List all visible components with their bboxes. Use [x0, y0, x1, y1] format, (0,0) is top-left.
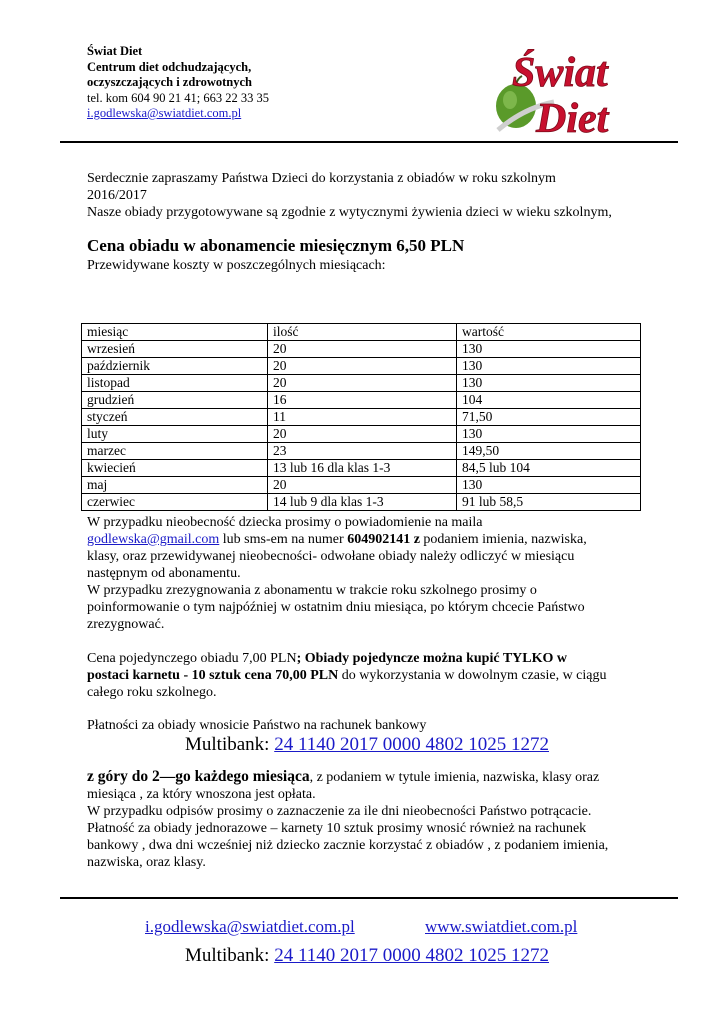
header-divider	[60, 141, 678, 143]
price-heading: Cena obiadu w abonamencie miesięcznym 6,50 PLN	[87, 236, 465, 255]
table-row: luty 20 130	[82, 426, 641, 443]
table-row: marzec 23 149,50	[82, 443, 641, 460]
absence-email-link[interactable]: godlewska@gmail.com	[87, 532, 220, 547]
footer-divider	[60, 897, 678, 899]
table-row: październik 20 130	[82, 358, 641, 375]
footer-bank-account: Multibank: 24 1140 2017 0000 4802 1025 1272	[185, 945, 549, 966]
logo-word-2: Diet	[536, 96, 609, 140]
intro-text: Serdecznie zapraszamy Państwa Dzieci do korzystania z obiadów w roku szkolnym 2016/2017 Nasze obiady przygotowywane są zgodnie z wytycznymi żywienia dzieci w wieku szkolnym,	[87, 171, 612, 220]
company-name: Świat Diet	[87, 44, 143, 58]
footer-links	[145, 917, 355, 937]
header-cell: ilość	[268, 324, 457, 341]
company-phones: tel. kom 604 90 21 41; 663 22 33 35	[87, 90, 269, 105]
logo-word-1: Świat	[512, 50, 608, 96]
resignation-notice: W przypadku zrezygnowania z abonamentu w trakcie roku szkolnego prosimy o poinformowanie o tym najpóźniej w ostatnim dniu miesiąca, po którym chcecie Państwo zrezygnować.	[87, 583, 585, 632]
absence-notice: W przypadku nieobecność dziecka prosimy o powiadomienie na maila godlewska@gmail.com lub sms-em na numer 604902141 z podaniem imienia, nazwiska, klasy, oraz przewidywanej nieobecności- odwołane obiady należy odliczyć w miesiącu następnym od abonamentu.	[87, 515, 587, 581]
bank-account: Multibank: 24 1140 2017 0000 4802 1025 1272	[185, 734, 549, 755]
footer-bank-account-number[interactable]: 24 1140 2017 0000 4802 1025 1272	[274, 945, 549, 966]
header-cell: miesiąc	[82, 324, 268, 341]
table-row: styczeń 11 71,50	[82, 409, 641, 426]
table-row: listopad 20 130	[82, 375, 641, 392]
footer-email-link[interactable]: i.godlewska@swiatdiet.com.pl	[145, 917, 355, 936]
payment-deadline-info: z góry do 2—go każdego miesiąca, z podaniem w tytule imienia, nazwiska, klasy oraz miesiąca , za który wnoszona jest opłata. W przypadku odpisów prosimy o zaznaczenie za ile dni nieobecności Państwo potrącacie. Płatność za obiady jednorazowe – karnety 10 sztuk prosimy wnosić również na rachunek bankowy , dwa dni wcześniej niż dziecko zacznie korzystać z obiadów , z podaniem imienia, nazwiska, oraz klasy.	[87, 768, 609, 870]
table-header-row	[82, 324, 641, 341]
price-subheading: Przewidywane koszty w poszczególnych miesiącach:	[87, 258, 386, 273]
swiat-diet-logo	[484, 38, 634, 140]
footer-website	[425, 917, 577, 937]
company-header	[87, 44, 269, 122]
header-cell: wartość	[457, 324, 641, 341]
table-row: czerwiec 14 lub 9 dla klas 1-3 91 lub 58,5	[82, 494, 641, 511]
payment-info: Płatności za obiady wnosicie Państwo na rachunek bankowy	[87, 718, 427, 733]
company-subtitle-1: Centrum diet odchudzających,	[87, 59, 252, 74]
monthly-cost-table	[81, 323, 641, 511]
table-row: wrzesień 20 130	[82, 341, 641, 358]
table-row: kwiecień 13 lub 16 dla klas 1-3 84,5 lub 104	[82, 460, 641, 477]
table-row: maj 20 130	[82, 477, 641, 494]
footer-website-link[interactable]: www.swiatdiet.com.pl	[425, 917, 578, 936]
bank-account-number[interactable]: 24 1140 2017 0000 4802 1025 1272	[274, 734, 549, 755]
table-row: grudzień 16 104	[82, 392, 641, 409]
company-subtitle-2: oczyszczających i zdrowotnych	[87, 75, 253, 89]
sms-number: 604902141 z	[347, 532, 420, 547]
single-meal-info: Cena pojedynczego obiadu 7,00 PLN; Obiady pojedyncze można kupić TYLKO w postaci karnetu - 10 sztuk cena 70,00 PLN do wykorzystania w dowolnym czasie, w ciągu całego roku szkolnego.	[87, 651, 607, 700]
header-email-link[interactable]: i.godlewska@swiatdiet.com.pl	[87, 106, 242, 120]
